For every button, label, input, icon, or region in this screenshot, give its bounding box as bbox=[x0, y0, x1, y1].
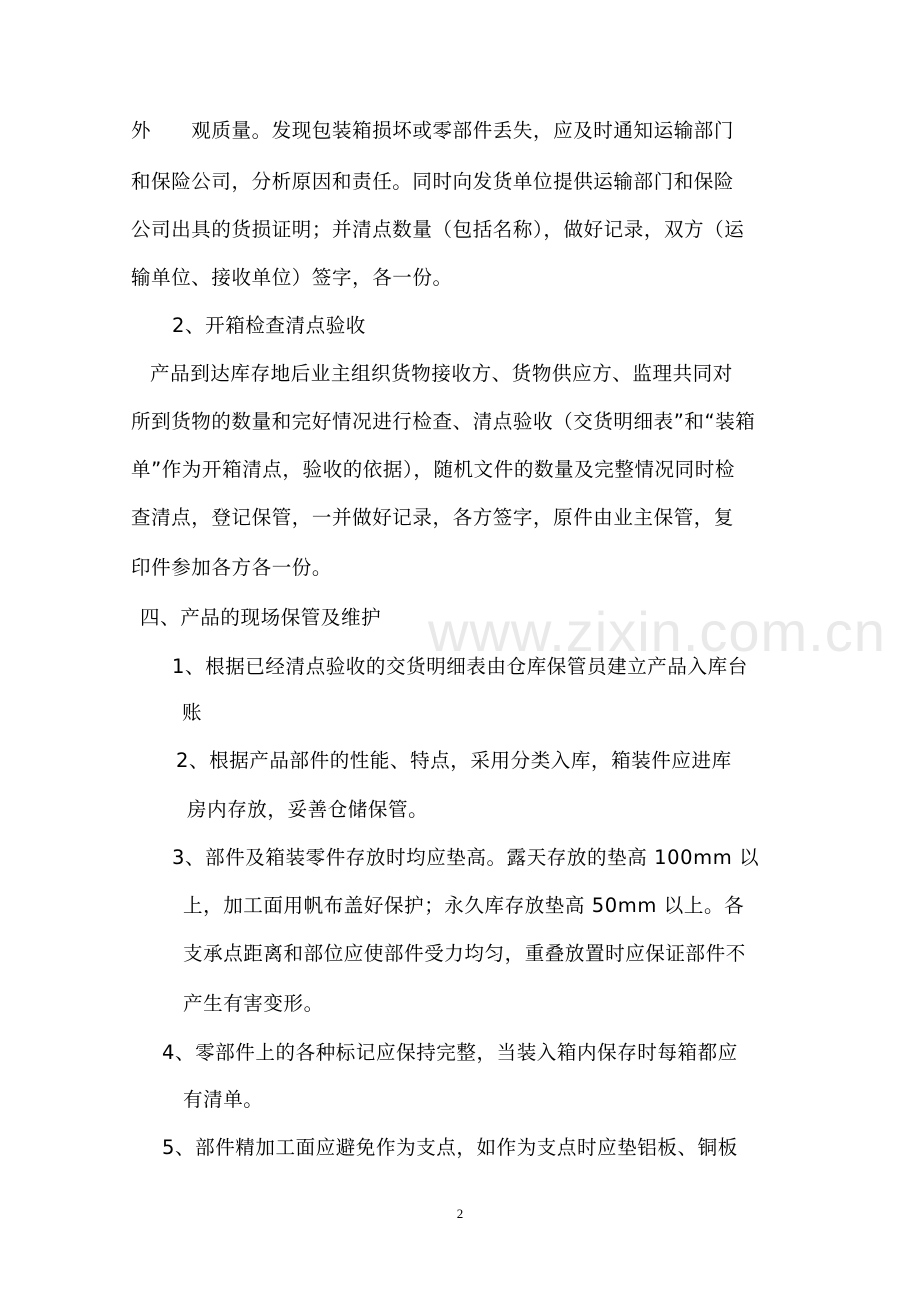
watermark: www.zixin.com.cn bbox=[428, 600, 886, 663]
text-line: 公司出具的货损证明；并清点数量（包括名称），做好记录，双方（运 bbox=[131, 218, 745, 241]
text-line: 印件参加各方各一份。 bbox=[131, 556, 333, 579]
section-heading: 2、开箱检查清点验收 bbox=[172, 314, 366, 337]
text-line: 产品到达库存地后业主组织货物接收方、货物供应方、监理共同对 bbox=[150, 362, 733, 385]
text-line: 输单位、接收单位）签字，各一份。 bbox=[131, 266, 453, 289]
list-item-continuation: 账 bbox=[182, 701, 203, 724]
list-item-continuation: 产生有害变形。 bbox=[183, 992, 324, 1015]
text-line: 外 观质量。发现包装箱损坏或零部件丢失，应及时通知运输部门 bbox=[131, 119, 735, 142]
text-line: 查清点，登记保管，一并做好记录，各方签字，原件由业主保管，复 bbox=[131, 506, 735, 529]
text-line: 所到货物的数量和完好情况进行检查、清点验收（交货明细表”和“装箱 bbox=[131, 410, 756, 433]
text-line: 和保险公司，分析原因和责任。同时向发货单位提供运输部门和保险 bbox=[131, 170, 735, 193]
list-item: 2、根据产品部件的性能、特点，采用分类入库，箱装件应进库 bbox=[176, 749, 732, 772]
text-line: 单”作为开箱清点，验收的依据），随机文件的数量及完整情况同时检 bbox=[131, 458, 735, 481]
list-item: 4、零部件上的各种标记应保持完整，当装入箱内保存时每箱都应 bbox=[162, 1041, 738, 1064]
list-item-continuation: 有清单。 bbox=[183, 1088, 264, 1111]
list-item-continuation: 房内存放，妥善仓储保管。 bbox=[187, 798, 429, 821]
list-item-continuation: 上，加工面用帆布盖好保护；永久库存放垫高 50mm 以上。各 bbox=[183, 894, 745, 917]
page-number: 2 bbox=[456, 1206, 464, 1221]
list-item: 3、部件及箱装零件存放时均应垫高。露天存放的垫高 100mm 以 bbox=[172, 846, 760, 869]
list-item: 1、根据已经清点验收的交货明细表由仓库保管员建立产品入库台 bbox=[172, 655, 748, 678]
list-item-continuation: 支承点距离和部位应使部件受力均匀，重叠放置时应保证部件不 bbox=[183, 942, 746, 965]
list-item: 5、部件精加工面应避免作为支点，如作为支点时应垫铝板、铜板 bbox=[162, 1136, 738, 1159]
chapter-heading: 四、产品的现场保管及维护 bbox=[140, 606, 382, 629]
